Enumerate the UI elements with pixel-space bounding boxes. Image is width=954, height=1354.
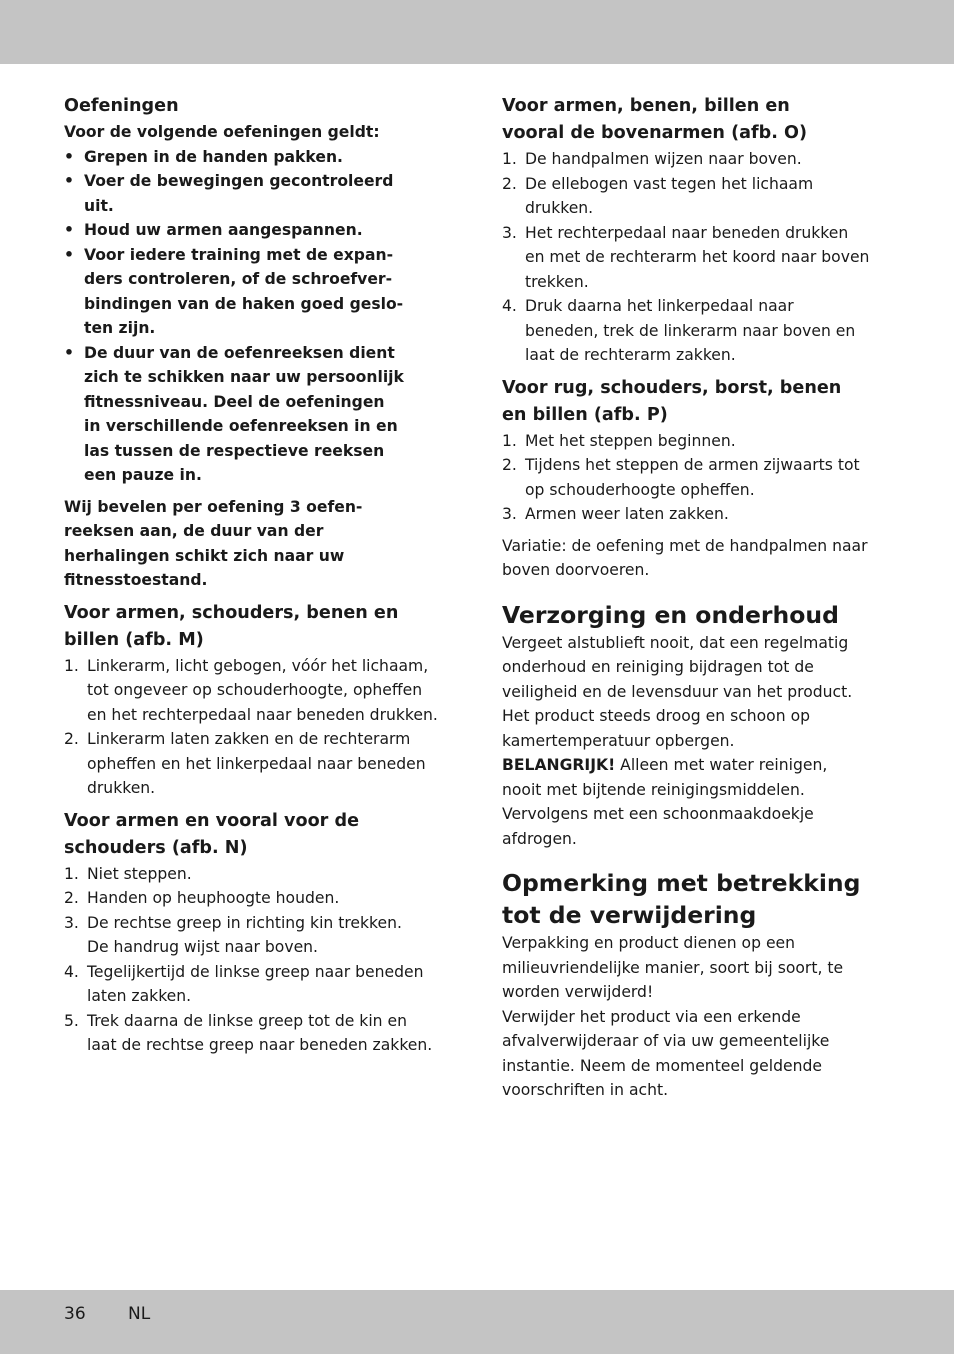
section-title-care: Verzorging en onderhoud [502, 600, 839, 629]
list-item: 2. Linkerarm laten zakken en de rechterarm opheffen en het linkerpedaal naar beneden drukken. [64, 730, 426, 797]
intro-text: Voor de volgende oefeningen geldt: [64, 123, 380, 141]
list-item: • De duur van de oefenreeksen dient zich te schikken naar uw persoonlijk fitnessniveau. Deel de oefeningen in verschillende oefenreeksen in en las tussen de respectieve reeksen een pauze in. [64, 343, 404, 484]
list-item: 1. Met het steppen beginnen. [502, 431, 736, 450]
right-column [502, 93, 884, 1103]
list-item: 4. Tegelijkertijd de linkse greep naar beneden laten zakken. [64, 962, 424, 1005]
list-item: 1. Linkerarm, licht gebogen, vóór het lichaam, tot ongeveer op schouderhoogte, opheffen en het rechterpedaal naar beneden drukken. [64, 656, 438, 724]
numbered-list-m [64, 654, 454, 801]
list-item: 5. Trek daarna de linkse greep tot de kin en laat de rechtse greep naar beneden zakken. [64, 1011, 433, 1054]
list-item: 2. De ellebogen vast tegen het lichaam drukken. [502, 174, 814, 217]
numbered-list-o [502, 147, 884, 368]
section-heading-p: Voor rug, schouders, borst, benen en billen (afb. P) [502, 377, 842, 425]
list-item: 2. Tijdens het steppen de armen zijwaarts tot op schouderhoogte opheffen. [502, 456, 860, 499]
section-title-disposal: Opmerking met betrekking tot de verwijdering [502, 869, 861, 929]
numbered-list-n [64, 862, 454, 1058]
section-heading-m: Voor armen, schouders, benen en billen (afb. M) [64, 602, 399, 650]
section-title-oefeningen: Oefeningen [64, 96, 179, 116]
care-text: Vergeet alstublieft nooit, dat een regelmatig onderhoud en reiniging bijdragen tot de veiligheid en de levensduur van het product. Het product steeds droog en schoon op kamertemperatuur opbergen. BELANGRIJK! Alleen met water reinigen, nooit met bijtende reinigingsmiddelen. Vervolgens met een schoonmaakdoekje afdrogen. [502, 633, 853, 848]
bullet-list [64, 145, 454, 488]
list-item: 1. De handpalmen wijzen naar boven. [502, 150, 802, 168]
section-heading-n: Voor armen en vooral voor de schouders (afb. N) [64, 810, 359, 858]
list-item: 3. Armen weer laten zakken. [502, 505, 729, 523]
left-column [64, 93, 454, 1058]
list-item: • Houd uw armen aangespannen. [64, 221, 363, 239]
header-bar [0, 0, 954, 64]
section-heading-o: Voor armen, benen, billen en vooral de bovenarmen (afb. O) [502, 96, 808, 143]
list-item: 3. De rechtse greep in richting kin trekken. De handrug wijst naar boven. [64, 913, 402, 956]
list-item: 4. Druk daarna het linkerpedaal naar beneden, trek de linkerarm naar boven en laat de rechterarm zakken. [502, 297, 856, 364]
important-label: BELANGRIJK! [502, 756, 616, 774]
recommendation-paragraph: Wij bevelen per oefening 3 oefen- reeksen aan, de duur van der herhalingen schikt zich naar uw fitnesstoestand. [64, 497, 363, 589]
page-number: 36 [64, 1304, 86, 1324]
list-item: 3. Het rechterpedaal naar beneden drukken en met de rechterarm het koord naar boven trekken. [502, 223, 870, 291]
disposal-text: Verpakking en product dienen op een milieuvriendelijke manier, soort bij soort, te worden verwijderd! Verwijder het product via een erkende afvalverwijderaar of via uw gemeentelijke instantie. Neem de momenteel geldende voorschriften in acht. [502, 934, 844, 1099]
language-code: NL [128, 1304, 151, 1324]
variation-note: Variatie: de oefening met de handpalmen naar boven doorvoeren. [502, 536, 868, 579]
list-item: 2. Handen op heuphoogte houden. [64, 889, 340, 907]
numbered-list-p [502, 429, 884, 527]
list-item: • Grepen in de handen pakken. [64, 147, 343, 166]
list-item: • Voer de bewegingen gecontroleerd uit. [64, 172, 394, 215]
list-item: 1. Niet steppen. [64, 864, 192, 883]
list-item: • Voor iedere training met de expan- ders controleren, of de schroefver- bindingen van de haken goed geslo- ten zijn. [64, 245, 404, 337]
